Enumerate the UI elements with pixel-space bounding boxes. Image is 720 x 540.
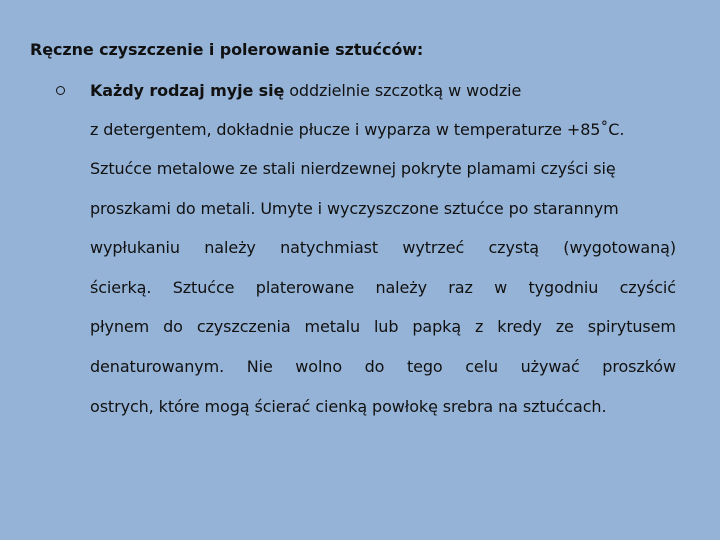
- word: ze: [555, 317, 574, 336]
- word: natychmiast: [280, 238, 379, 257]
- text-line-1: [90, 80, 676, 102]
- lead-rest-text: oddzielnie szczotką w wodzie: [284, 81, 522, 100]
- word: denaturowanym.: [90, 357, 225, 376]
- text-line-2: z detergentem, dokładnie płucze i wyparza w temperaturze +85˚C.: [90, 120, 625, 139]
- word: raz: [448, 278, 473, 297]
- bold-lead-text: Każdy rodzaj myje się: [90, 81, 285, 100]
- word: tego: [406, 357, 443, 376]
- word: używać: [520, 357, 580, 376]
- text-line-3: Sztućce metalowe ze stali nierdzewnej pokryte plamami czyści się: [90, 159, 616, 178]
- word: metalu: [304, 317, 360, 336]
- word: spirytusem: [587, 317, 676, 336]
- word: platerowane: [255, 278, 355, 297]
- word: do: [163, 317, 183, 336]
- word: celu: [465, 357, 499, 376]
- word: do: [364, 357, 385, 376]
- word: tygodniu: [528, 278, 599, 297]
- word: należy: [204, 238, 256, 257]
- word: w: [494, 278, 508, 297]
- text-line-7: [90, 316, 676, 338]
- text-line-9: ostrych, które mogą ścierać cienką powłokę srebra na sztućcach.: [90, 397, 607, 416]
- word: płynem: [90, 317, 150, 336]
- word: lub: [373, 317, 399, 336]
- bullet-icon: [56, 86, 65, 95]
- word: wolno: [295, 357, 343, 376]
- text-line-4: proszkami do metali. Umyte i wyczyszczone sztućce po starannym: [90, 199, 619, 218]
- word: z: [475, 317, 484, 336]
- slide-heading: Ręczne czyszczenie i polerowanie sztućców:: [30, 40, 424, 59]
- word: kredy: [497, 317, 542, 336]
- word: czyszczenia: [196, 317, 291, 336]
- word: Nie: [246, 357, 273, 376]
- word: papką: [412, 317, 462, 336]
- word: ścierką.: [90, 278, 152, 297]
- word: należy: [375, 278, 427, 297]
- word: wypłukaniu: [90, 238, 180, 257]
- word: czyścić: [619, 278, 676, 297]
- text-line-6: [90, 277, 676, 299]
- word: wytrzeć: [402, 238, 465, 257]
- text-line-8: [90, 356, 676, 378]
- word: proszków: [602, 357, 676, 376]
- word: Sztućce: [172, 278, 235, 297]
- word: (wygotowaną): [563, 238, 676, 257]
- word: czystą: [488, 238, 539, 257]
- text-line-5: [90, 237, 676, 259]
